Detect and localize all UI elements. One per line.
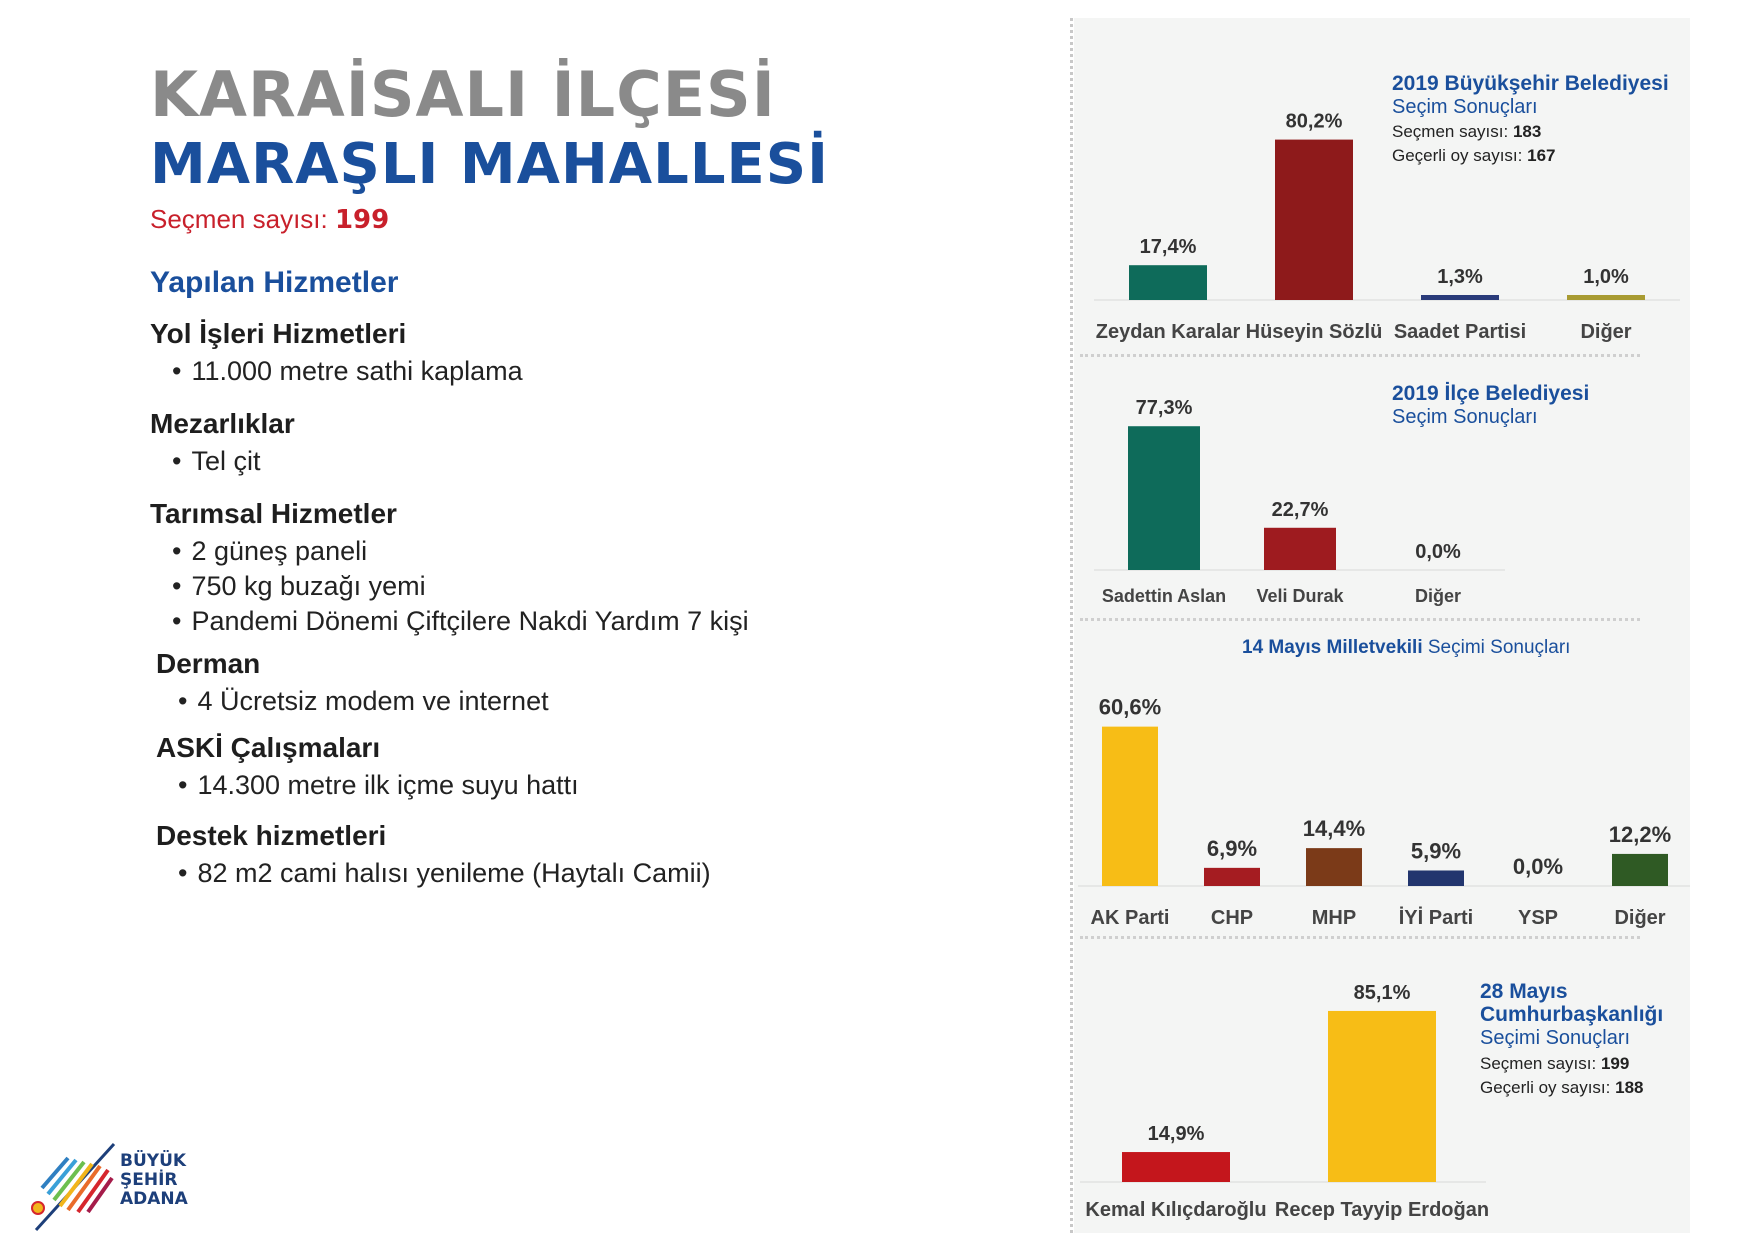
chart3-bar bbox=[1204, 868, 1260, 886]
chart2-title: 2019 İlçe Belediyesi bbox=[1392, 382, 1590, 405]
service-item: • 4 Ücretsiz modem ve internet bbox=[178, 684, 549, 719]
service-item: • Tel çit bbox=[172, 444, 295, 479]
chart3-value-label: 12,2% bbox=[1608, 821, 1672, 847]
chart1-category-label: Saadet Partisi bbox=[1393, 321, 1527, 343]
chart1-value-label: 17,4% bbox=[1139, 236, 1197, 259]
service-heading: Destek hizmetleri bbox=[156, 820, 387, 851]
chart1-bar bbox=[1129, 265, 1207, 300]
chart1-bar bbox=[1275, 140, 1353, 300]
chart4-subtitle: Seçimi Sonuçları bbox=[1480, 1027, 1631, 1049]
service-item: • Pandemi Dönemi Çiftçilere Nakdi Yardım 7 kişi bbox=[172, 604, 749, 639]
chart4-value-label: 14,9% bbox=[1147, 1123, 1205, 1146]
neighborhood-title: MARAŞLI MAHALLESİ bbox=[150, 132, 829, 197]
chart3-category-label: AK Parti bbox=[1090, 907, 1170, 929]
voter-count-value: 199 bbox=[334, 205, 390, 235]
chart4-category-label: Recep Tayyip Erdoğan bbox=[1274, 1199, 1490, 1221]
chart2-value-label: 0,0% bbox=[1415, 541, 1461, 563]
chart3-category-label: Diğer bbox=[1614, 907, 1666, 929]
chart1-valid-votes-value: 167 bbox=[1527, 146, 1556, 165]
chart4-bar bbox=[1328, 1011, 1436, 1182]
chart4-value-label: 85,1% bbox=[1353, 981, 1411, 1004]
chart4-category-label: Kemal Kılıçdaroğlu bbox=[1085, 1199, 1267, 1221]
service-item: • 82 m2 cami halısı yenileme (Haytalı Camii) bbox=[178, 856, 711, 891]
service-heading: Derman bbox=[156, 648, 261, 679]
chart4-voters-label: Seçmen sayısı: bbox=[1480, 1054, 1597, 1073]
chart2-subtitle: Seçim Sonuçları bbox=[1392, 406, 1538, 428]
chart4-valid-votes-label: Geçerli oy sayısı: bbox=[1480, 1078, 1611, 1097]
chart1-bar bbox=[1567, 295, 1645, 300]
chart3-category-label: CHP bbox=[1210, 907, 1254, 929]
chart4-valid-votes-value: 188 bbox=[1615, 1078, 1644, 1097]
chart1-voters-label: Seçmen sayısı: bbox=[1392, 122, 1509, 141]
chart3-bar bbox=[1102, 727, 1158, 886]
chart4-voters-value: 199 bbox=[1600, 1054, 1630, 1073]
logo-line: ADANA bbox=[120, 1189, 188, 1209]
chart1-category-label: Hüseyin Sözlü bbox=[1245, 321, 1383, 343]
chart1-bar bbox=[1421, 295, 1499, 300]
chart4-bar bbox=[1122, 1152, 1230, 1182]
chart1-category-label: Zeydan Karalar bbox=[1095, 321, 1241, 343]
logo-line: BÜYÜK bbox=[120, 1151, 187, 1171]
chart2-category-label: Sadettin Aslan bbox=[1101, 586, 1227, 606]
chart1-value-label: 80,2% bbox=[1285, 110, 1343, 133]
service-item: • 750 kg buzağı yemi bbox=[172, 569, 749, 604]
service-heading: Mezarlıklar bbox=[150, 408, 295, 439]
chart1-voters-value: 183 bbox=[1512, 122, 1542, 141]
chart3-category-label: İYİ Parti bbox=[1398, 907, 1474, 929]
district-title: KARAİSALI İLÇESİ bbox=[150, 58, 776, 131]
chart3-category-label: YSP bbox=[1517, 907, 1559, 929]
chart2-category-label: Diğer bbox=[1414, 586, 1462, 606]
chart1-subtitle: Seçim Sonuçları bbox=[1392, 96, 1538, 118]
services-title: Yapılan Hizmetler bbox=[150, 266, 399, 299]
chart3-title-bold: 14 Mayıs Milletvekili bbox=[1242, 637, 1423, 658]
chart2-value-label: 77,3% bbox=[1135, 397, 1193, 420]
service-item: • 14.300 metre ilk içme suyu hattı bbox=[178, 768, 579, 803]
chart2-bar bbox=[1128, 426, 1200, 570]
service-heading: Tarımsal Hizmetler bbox=[150, 498, 397, 529]
chart1-value-label: 1,3% bbox=[1437, 266, 1483, 288]
chart4-title: 28 Mayıs bbox=[1480, 980, 1568, 1003]
service-item: • 11.000 metre sathi kaplama bbox=[172, 354, 523, 389]
chart3-bar bbox=[1306, 848, 1362, 886]
chart3-value-label: 14,4% bbox=[1302, 816, 1366, 842]
chart1-valid-votes-label: Geçerli oy sayısı: bbox=[1392, 146, 1523, 165]
service-heading: Yol İşleri Hizmetleri bbox=[150, 318, 407, 349]
chart2-category-label: Veli Durak bbox=[1256, 586, 1344, 606]
chart1-category-label: Diğer bbox=[1580, 321, 1632, 343]
chart3-title-rest: Seçimi Sonuçları bbox=[1427, 637, 1571, 658]
chart2-bar bbox=[1264, 528, 1336, 570]
service-heading: ASKİ Çalışmaları bbox=[156, 732, 381, 763]
voter-count-label: Seçmen sayısı: bbox=[150, 204, 328, 234]
chart3-value-label: 6,9% bbox=[1206, 835, 1258, 861]
chart3-value-label: 0,0% bbox=[1512, 854, 1564, 879]
chart1-title: 2019 Büyükşehir Belediyesi bbox=[1392, 72, 1669, 95]
chart3-bar bbox=[1612, 854, 1668, 886]
logo-line: ŞEHİR bbox=[120, 1170, 178, 1190]
chart1-value-label: 1,0% bbox=[1583, 266, 1629, 288]
service-item: • 2 güneş paneli bbox=[172, 534, 749, 569]
chart3-value-label: 60,6% bbox=[1098, 694, 1162, 720]
chart3-value-label: 5,9% bbox=[1410, 838, 1462, 864]
chart2-value-label: 22,7% bbox=[1271, 498, 1329, 521]
chart4-title-line2: Cumhurbaşkanlığı bbox=[1480, 1003, 1664, 1026]
chart3-bar bbox=[1408, 870, 1464, 886]
chart3-category-label: MHP bbox=[1311, 907, 1357, 929]
